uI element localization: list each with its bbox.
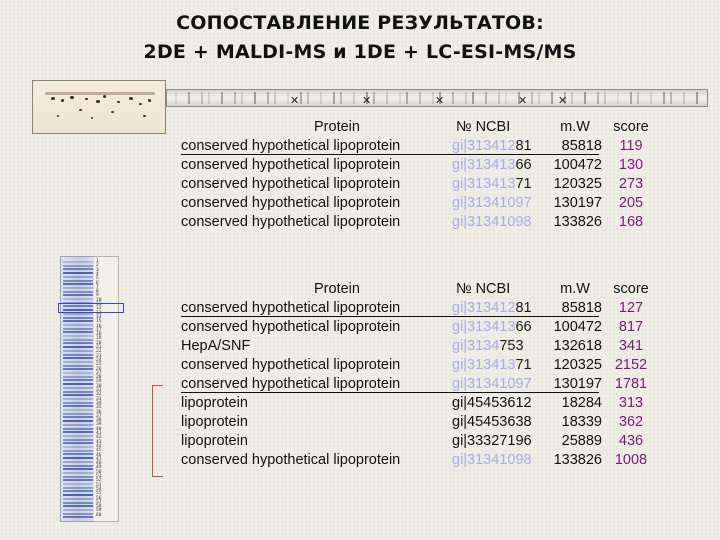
lane-number: 60 bbox=[96, 512, 102, 518]
table-row bbox=[0, 194, 720, 213]
strip-band bbox=[320, 92, 322, 104]
score-value: 119 bbox=[619, 138, 643, 154]
header-score: score bbox=[613, 119, 649, 135]
strip-band bbox=[406, 92, 408, 104]
strip-band bbox=[254, 92, 256, 104]
gel-spot bbox=[96, 100, 100, 103]
protein-name: conserved hypothetical lipoprotein bbox=[181, 319, 401, 335]
table-header-row bbox=[0, 118, 720, 137]
lane-band bbox=[63, 483, 93, 485]
lane-band bbox=[63, 505, 93, 507]
strip-band bbox=[663, 92, 665, 104]
header-ncbi: № NCBI bbox=[456, 281, 511, 297]
gel-spot bbox=[61, 99, 64, 102]
lane-number: 39 bbox=[96, 422, 102, 428]
ncbi-id-dark: 81 bbox=[515, 300, 532, 316]
strip-band bbox=[188, 92, 190, 104]
ncbi-id-faded: gi|313412 bbox=[452, 300, 516, 316]
strip-band bbox=[551, 92, 553, 104]
table-row bbox=[0, 353, 720, 375]
lane-number: 30 bbox=[96, 383, 102, 389]
lane-number: 35 bbox=[96, 405, 102, 411]
molecular-weight: 100472 bbox=[553, 319, 602, 335]
lane-band bbox=[63, 479, 93, 481]
ncbi-id-faded: gi|31341098 bbox=[452, 452, 532, 468]
lane-number: 7 bbox=[96, 284, 99, 290]
lane-number: 23 bbox=[96, 353, 102, 359]
molecular-weight: 18284 bbox=[561, 395, 602, 411]
lane-band bbox=[63, 490, 93, 492]
table-row bbox=[0, 213, 720, 232]
gel-spot bbox=[70, 96, 74, 99]
gel-spot bbox=[79, 109, 82, 111]
molecular-weight: 133826 bbox=[553, 452, 602, 468]
gel-spot bbox=[117, 101, 120, 103]
strip-band bbox=[221, 92, 223, 104]
score-value: 273 bbox=[618, 176, 644, 192]
strip-band bbox=[498, 92, 500, 104]
lane-number: 28 bbox=[96, 375, 102, 381]
table-row bbox=[0, 413, 720, 432]
protein-name: conserved hypothetical lipoprotein bbox=[181, 452, 401, 468]
ncbi-id-dark: gi|33327196 bbox=[452, 433, 532, 449]
ncbi-id-dark: 753 bbox=[499, 338, 524, 354]
strip-band bbox=[208, 92, 210, 104]
lane-number: 21 bbox=[96, 345, 102, 350]
lane-band bbox=[63, 472, 93, 474]
ncbi-id-faded: gi|31341097 bbox=[452, 195, 532, 211]
lane-number: 19 bbox=[96, 336, 102, 342]
strip-band bbox=[287, 92, 289, 104]
lane-band bbox=[63, 272, 93, 274]
lane-band bbox=[63, 276, 93, 278]
strip-band bbox=[353, 92, 355, 104]
protein-name: conserved hypothetical lipoprotein bbox=[181, 157, 401, 173]
score-value: 341 bbox=[618, 338, 644, 354]
lane-number: 20 bbox=[96, 340, 102, 346]
strip-band bbox=[505, 92, 507, 104]
lane-number: 18 bbox=[96, 332, 102, 338]
strip-band bbox=[696, 92, 698, 104]
lane-number: 22 bbox=[96, 349, 102, 355]
lane-number: 15 bbox=[96, 319, 102, 325]
protein-name: HepA/SNF bbox=[181, 338, 251, 354]
lane-number: 4 bbox=[96, 271, 99, 277]
gel-spot bbox=[129, 97, 133, 100]
lane-number: 36 bbox=[96, 409, 102, 415]
molecular-weight: 85818 bbox=[561, 138, 602, 154]
lane-number: 6 bbox=[96, 280, 99, 286]
score-value: 313 bbox=[618, 395, 644, 411]
strip-band bbox=[670, 92, 672, 104]
slide-title-line2: 2DE + MALDI-MS и 1DE + LC-ESI-MS/MS bbox=[143, 41, 577, 63]
ncbi-id-dark: 71 bbox=[515, 357, 532, 373]
x-marker-3: ✕ bbox=[435, 94, 445, 107]
ncbi-id bbox=[452, 175, 556, 194]
score-value: 2152 bbox=[614, 357, 648, 373]
header-ncbi: № NCBI bbox=[456, 119, 511, 135]
ncbi-id bbox=[452, 432, 556, 451]
protein-name: lipoprotein bbox=[181, 395, 248, 411]
strip-band bbox=[485, 92, 487, 104]
header-protein: Protein bbox=[314, 119, 360, 135]
protein-name: conserved hypothetical lipoprotein bbox=[181, 376, 401, 392]
strip-band bbox=[201, 92, 203, 104]
strip-band bbox=[267, 92, 269, 104]
lane-number: 33 bbox=[96, 396, 102, 402]
x-marker-2: ✕ bbox=[362, 94, 372, 107]
protein-name: lipoprotein bbox=[181, 433, 248, 449]
ncbi-id bbox=[452, 356, 556, 375]
gel-spot bbox=[148, 99, 151, 102]
lane-number: 3 bbox=[96, 267, 99, 273]
lane-band bbox=[63, 513, 93, 515]
ncbi-id bbox=[452, 156, 556, 175]
strip-band bbox=[683, 92, 685, 104]
protein-name: conserved hypothetical lipoprotein bbox=[181, 176, 401, 192]
lane-number: 41 bbox=[96, 431, 102, 436]
table-row bbox=[0, 318, 720, 337]
lane-band bbox=[63, 487, 93, 489]
strip-band bbox=[340, 92, 342, 104]
gel-spot bbox=[103, 95, 106, 98]
lane-number: 49 bbox=[96, 465, 102, 471]
lane-band bbox=[63, 509, 93, 511]
lane-number: 51 bbox=[96, 474, 102, 479]
strip-band bbox=[300, 92, 302, 104]
lane-number: 10 bbox=[96, 297, 102, 303]
lane-number: 43 bbox=[96, 439, 102, 445]
strip-band bbox=[465, 92, 467, 104]
lane-number: 24 bbox=[96, 357, 102, 363]
gel-spot bbox=[57, 115, 59, 117]
lane-number: 45 bbox=[96, 448, 102, 454]
gel-spot bbox=[111, 111, 114, 113]
strip-band bbox=[274, 92, 276, 104]
strip-band bbox=[571, 92, 573, 104]
ncbi-id bbox=[452, 318, 556, 337]
lane-number: 13 bbox=[96, 310, 102, 316]
lane-number: 58 bbox=[96, 504, 102, 510]
score-value: 1008 bbox=[614, 452, 648, 468]
ncbi-id-faded: gi|313413 bbox=[452, 357, 516, 373]
strip-band bbox=[419, 92, 421, 104]
molecular-weight: 133826 bbox=[553, 214, 602, 230]
lane-number: 50 bbox=[96, 469, 102, 475]
lane-number: 27 bbox=[96, 370, 102, 376]
strip-band bbox=[472, 92, 474, 104]
table-row bbox=[0, 156, 720, 175]
gel-spot bbox=[139, 103, 142, 105]
row-underline bbox=[181, 154, 599, 155]
table-row bbox=[0, 432, 720, 454]
gel-spot bbox=[85, 98, 88, 100]
strip-band bbox=[597, 92, 599, 104]
lane-number: 40 bbox=[96, 426, 102, 432]
lane-number: 38 bbox=[96, 418, 102, 424]
header-mw: m.W bbox=[560, 281, 590, 297]
lane-number: 47 bbox=[96, 456, 102, 462]
table-header-row bbox=[0, 280, 720, 299]
lane-number: 26 bbox=[96, 366, 102, 372]
ncbi-id bbox=[452, 451, 556, 470]
header-mw: m.W bbox=[560, 119, 590, 135]
ncbi-id-faded: gi|31341097 bbox=[452, 376, 532, 392]
lane-band bbox=[63, 268, 93, 270]
lane-band bbox=[63, 494, 93, 496]
strip-band bbox=[584, 92, 586, 104]
ncbi-id-dark: gi|45453612 bbox=[452, 395, 532, 411]
lane-number: 11 bbox=[96, 302, 102, 307]
lane-band bbox=[63, 476, 93, 478]
x-marker-4: ✕ bbox=[518, 94, 528, 107]
score-value: 127 bbox=[618, 300, 644, 316]
score-value: 205 bbox=[618, 195, 644, 211]
lane-band bbox=[63, 498, 93, 500]
strip-band bbox=[399, 92, 401, 104]
lane-number: 32 bbox=[96, 392, 102, 398]
lane-number: 48 bbox=[96, 461, 102, 467]
table-row bbox=[0, 451, 720, 470]
lane-band bbox=[63, 502, 93, 504]
lane-number: 37 bbox=[96, 413, 102, 419]
ncbi-id-faded: gi|313413 bbox=[452, 157, 516, 173]
molecular-weight: 120325 bbox=[553, 357, 602, 373]
x-marker-1: ✕ bbox=[290, 94, 300, 107]
protein-name: conserved hypothetical lipoprotein bbox=[181, 357, 401, 373]
lane-number: 12 bbox=[96, 306, 102, 312]
ncbi-id-faded: gi|3134 bbox=[452, 338, 500, 354]
ncbi-id-dark: 71 bbox=[515, 176, 532, 192]
lane-number: 59 bbox=[96, 508, 102, 514]
lane-number: 9 bbox=[96, 293, 99, 299]
lane-number: 2 bbox=[96, 263, 99, 269]
strip-band bbox=[307, 92, 309, 104]
lipoprotein-bracket bbox=[152, 385, 163, 477]
protein-name: conserved hypothetical lipoprotein bbox=[181, 195, 401, 211]
ncbi-id bbox=[452, 394, 556, 413]
strip-band bbox=[386, 92, 388, 104]
ncbi-id bbox=[452, 194, 556, 213]
ncbi-id-dark: 81 bbox=[515, 138, 532, 154]
lane-number: 55 bbox=[96, 491, 102, 497]
molecular-weight: 85818 bbox=[561, 300, 602, 316]
ncbi-id-faded: gi|313412 bbox=[452, 138, 516, 154]
score-value: 362 bbox=[618, 414, 644, 430]
strip-band bbox=[630, 92, 632, 104]
molecular-weight: 132618 bbox=[553, 338, 602, 354]
strip-band bbox=[241, 92, 243, 104]
row-underline bbox=[181, 392, 599, 393]
lane-number: 54 bbox=[96, 486, 102, 492]
strip-band bbox=[637, 92, 639, 104]
protein-name: conserved hypothetical lipoprotein bbox=[181, 300, 401, 316]
lane-number: 1 bbox=[96, 259, 99, 264]
lane-number: 56 bbox=[96, 495, 102, 501]
strip-band bbox=[604, 92, 606, 104]
score-value: 168 bbox=[618, 214, 644, 230]
ncbi-id bbox=[452, 213, 556, 232]
protein-name: conserved hypothetical lipoprotein bbox=[181, 214, 401, 230]
lane-number: 31 bbox=[96, 388, 102, 393]
row-underline bbox=[181, 316, 599, 317]
molecular-weight: 100472 bbox=[553, 157, 602, 173]
slide-title-line1: СОПОСТАВЛЕНИЕ РЕЗУЛЬТАТОВ: bbox=[176, 12, 544, 34]
gel-spot bbox=[51, 97, 55, 100]
table-row bbox=[0, 394, 720, 413]
lane-number: 17 bbox=[96, 327, 102, 333]
molecular-weight: 130197 bbox=[553, 195, 602, 211]
molecular-weight: 120325 bbox=[553, 176, 602, 192]
strip-band bbox=[234, 92, 236, 104]
table-row bbox=[0, 337, 720, 356]
ncbi-id-faded: gi|313413 bbox=[452, 176, 516, 192]
gel-streak bbox=[45, 92, 155, 95]
score-value: 436 bbox=[618, 433, 644, 449]
strip-band bbox=[333, 92, 335, 104]
protein-name: lipoprotein bbox=[181, 414, 248, 430]
strip-band bbox=[452, 92, 454, 104]
lane-number: 14 bbox=[96, 314, 102, 320]
score-value: 1781 bbox=[614, 376, 648, 392]
lane-number: 57 bbox=[96, 499, 102, 505]
lane-number: 44 bbox=[96, 443, 102, 449]
lane-number: 46 bbox=[96, 452, 102, 458]
lane-number: 16 bbox=[96, 323, 102, 329]
lane-number: 42 bbox=[96, 435, 102, 441]
molecular-weight: 25889 bbox=[561, 433, 602, 449]
x-marker-5: ✕ bbox=[558, 94, 568, 107]
strip-band bbox=[531, 92, 533, 104]
strip-band bbox=[373, 92, 375, 104]
header-score: score bbox=[613, 281, 649, 297]
strip-band bbox=[617, 92, 619, 104]
lane-band bbox=[63, 516, 93, 518]
ncbi-id-dark: 66 bbox=[515, 157, 532, 173]
lane-number: 34 bbox=[96, 400, 102, 406]
lane-number: 29 bbox=[96, 379, 102, 385]
ncbi-id bbox=[452, 413, 556, 432]
protein-name: conserved hypothetical lipoprotein bbox=[181, 138, 401, 154]
ncbi-id bbox=[452, 337, 556, 356]
ncbi-id-dark: 66 bbox=[515, 319, 532, 335]
lane-band bbox=[63, 265, 93, 267]
score-value: 817 bbox=[618, 319, 644, 335]
lane-number: 25 bbox=[96, 362, 102, 368]
gel-spot bbox=[143, 115, 146, 117]
strip-band bbox=[432, 92, 434, 104]
lane-number: 5 bbox=[96, 276, 99, 282]
score-value: 130 bbox=[618, 157, 644, 173]
lane-band bbox=[63, 261, 93, 263]
header-protein: Protein bbox=[314, 281, 360, 297]
lane-number: 53 bbox=[96, 482, 102, 488]
ncbi-id-faded: gi|313413 bbox=[452, 319, 516, 335]
strip-band bbox=[538, 92, 540, 104]
ncbi-id-faded: gi|31341098 bbox=[452, 214, 532, 230]
lane-number: 8 bbox=[96, 289, 99, 295]
strip-band bbox=[175, 92, 177, 104]
molecular-weight: 18339 bbox=[561, 414, 602, 430]
strip-band bbox=[650, 92, 652, 104]
lane-number: 52 bbox=[96, 478, 102, 484]
molecular-weight: 130197 bbox=[553, 376, 602, 392]
table-row bbox=[0, 175, 720, 194]
ncbi-id-dark: gi|45453638 bbox=[452, 414, 532, 430]
